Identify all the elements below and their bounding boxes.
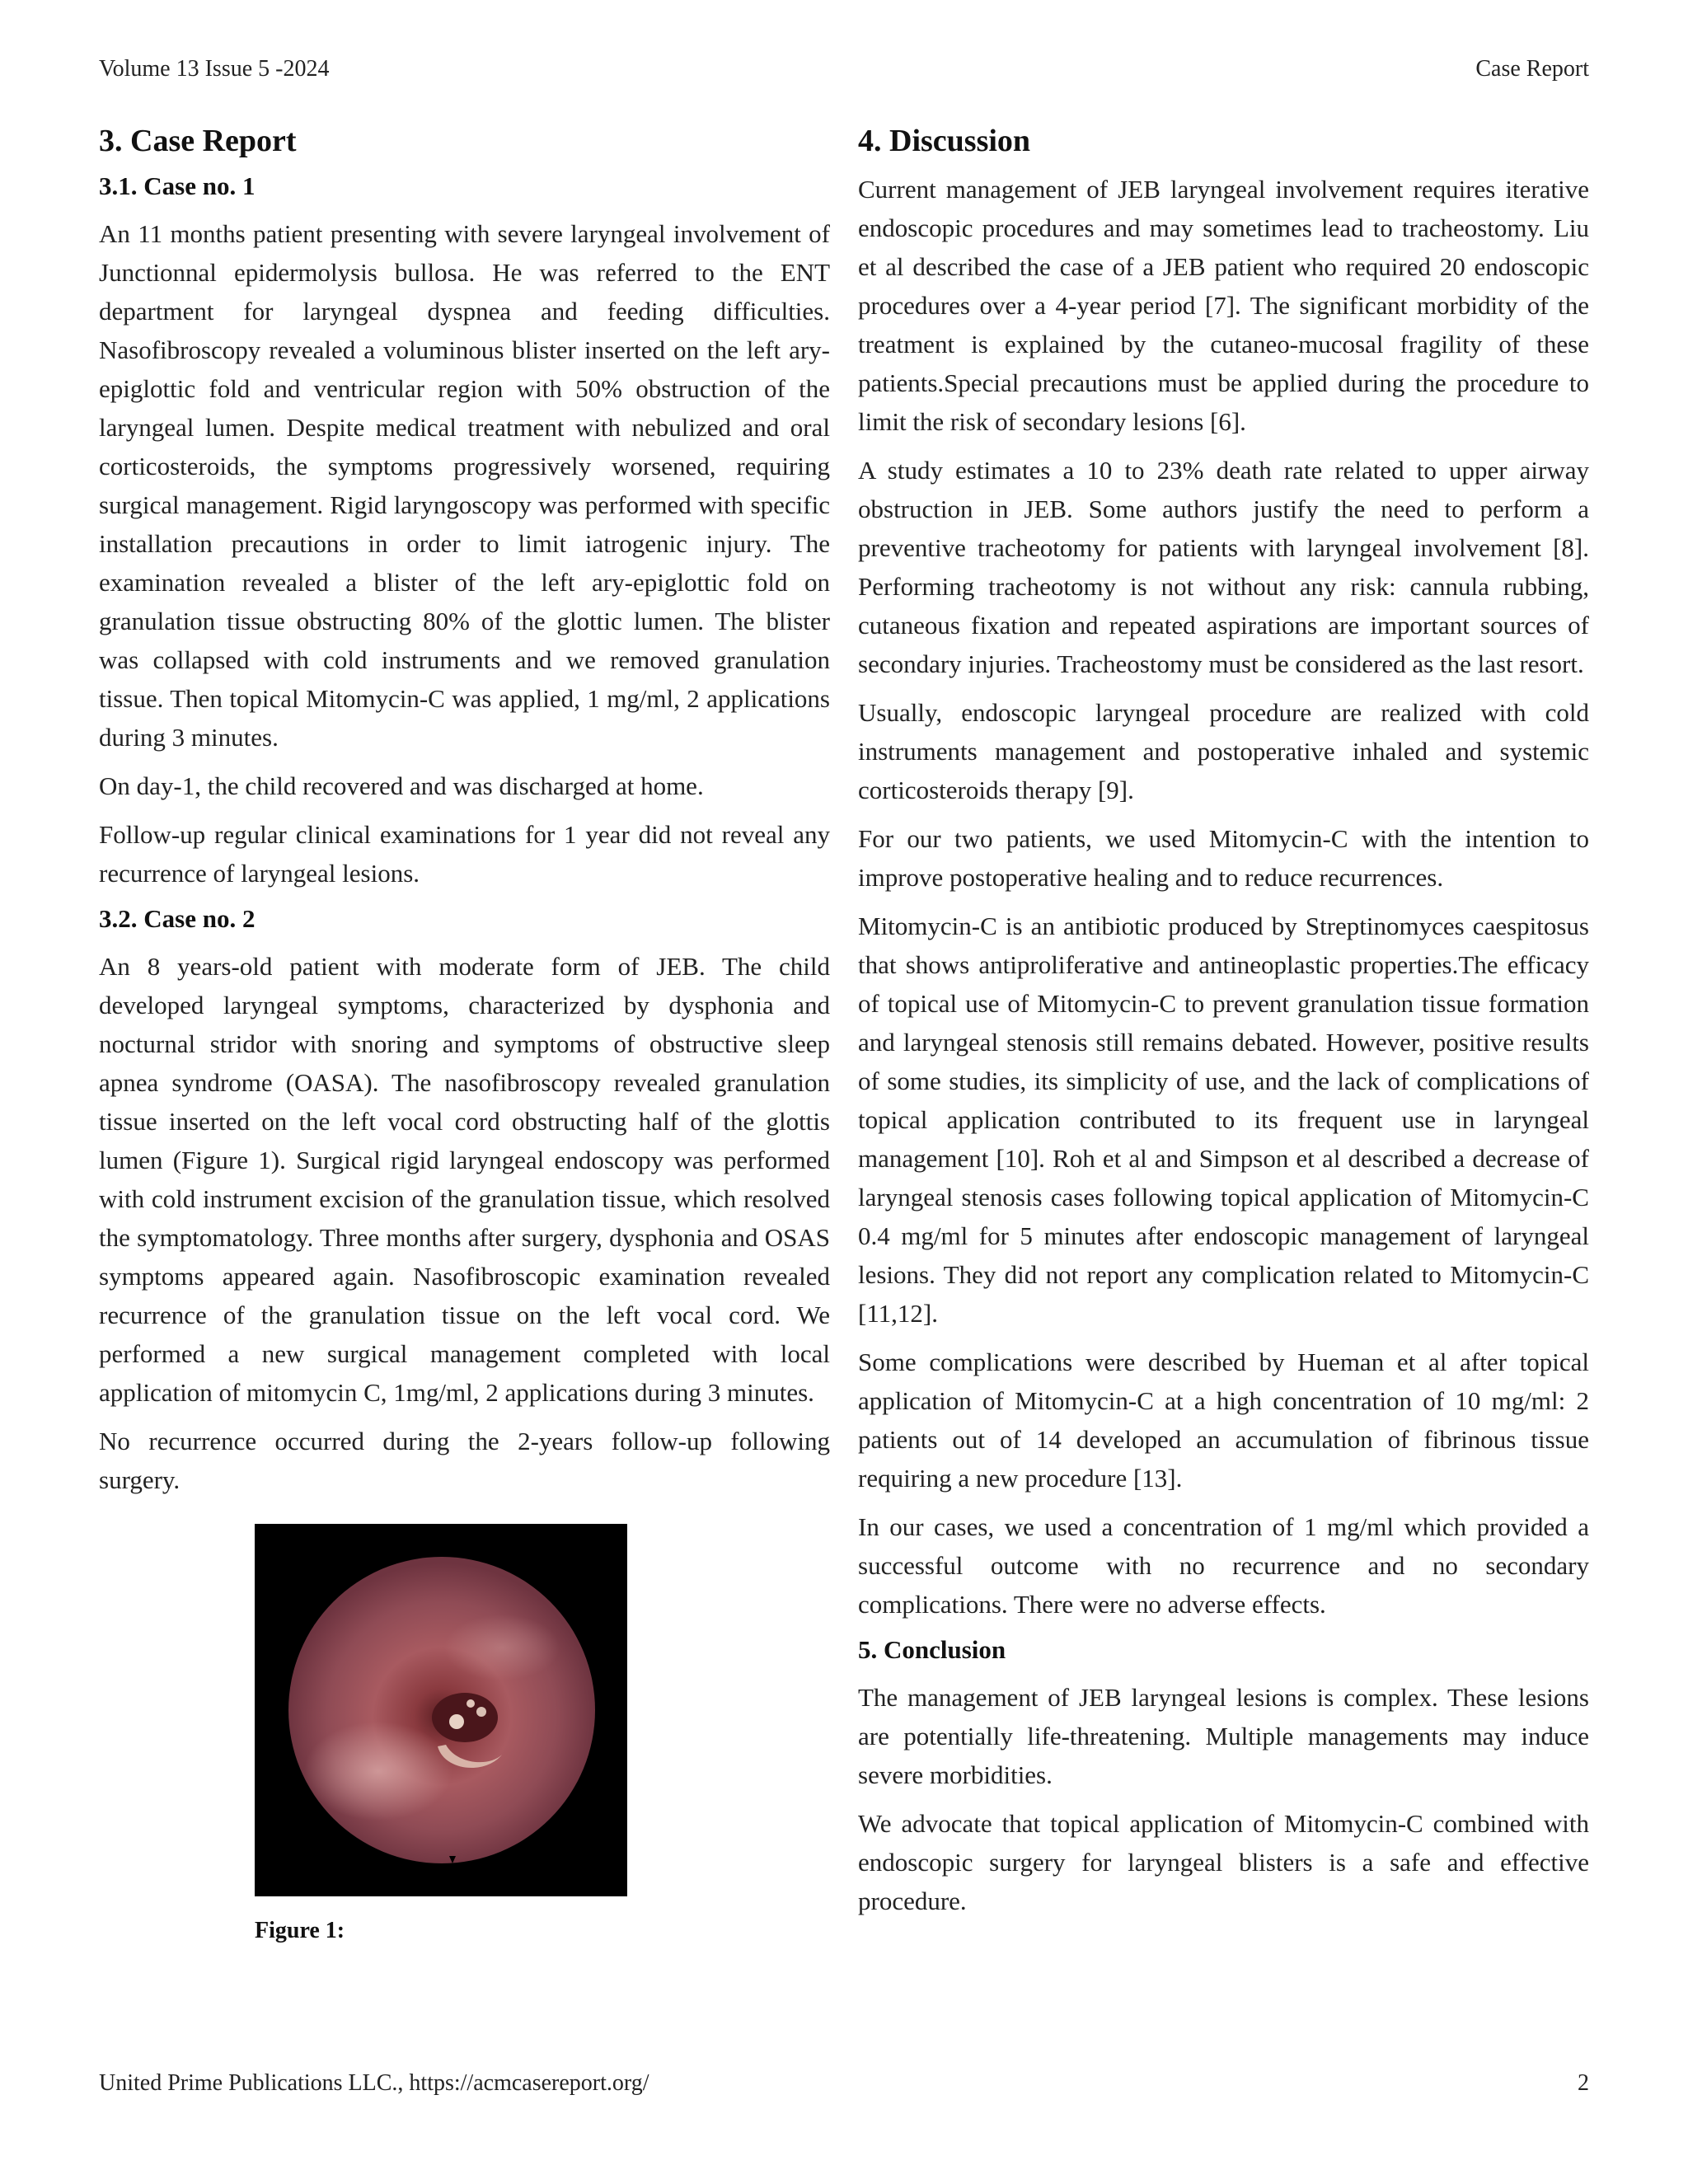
running-header xyxy=(99,54,1589,84)
endoscopy-image xyxy=(255,1524,627,1896)
page-number: 2 xyxy=(1578,2070,1589,2096)
volume-issue: Volume 13 Issue 5 -2024 xyxy=(99,56,330,82)
section-title-case-report: 3. Case Report xyxy=(99,124,297,158)
section-title-discussion: 4. Discussion xyxy=(858,124,1031,158)
page-footer xyxy=(99,2069,1589,2098)
paragraph: An 11 months patient presenting with severe laryngeal involvement of Junctionnal epidermolysis bullosa. He was referred to the ENT department for laryngeal dyspnea and feeding difficulties. Nasofibroscopy revealed a voluminous blister inserted on the left ary-epiglottic fold and ventricular region with 50% obstruction of the laryngeal lumen. Despite medical treatment with nebulized and oral corticosteroids, the symptoms progressively worsened, requiring surgical management. Rigid laryngoscopy was performed with specific installation precautions in order to limit iatrogenic injury. The examination revealed a blister of the left ary-epiglottic fold on granulation tissue obstructing 80% of the glottic lumen. The blister was collapsed with cold instruments and we removed granulation tissue. Then topical Mitomycin-C was applied, 1 mg/ml, 2 applications during 3 minutes. xyxy=(99,219,830,752)
paragraph: An 8 years-old patient with moderate form of JEB. The child developed laryngeal symptoms, characterized by dysphonia and nocturnal stridor with snoring and symptoms of obstructive sleep apnea syndrome (OASA). The nasofibroscopy revealed granulation tissue inserted on the left vocal cord obstructing half of the glottis lumen (Figure 1). Surgical rigid laryngeal endoscopy was performed with cold instrument excision of the granulation tissue, which resolved the symptomatology. Three months after surgery, dysphonia and OSAS symptoms appeared again. Nasofibroscopic examination revealed recurrence of the granulation tissue on the left vocal cord. We performed a new surgical management completed with local application of mitomycin C, 1mg/ml, 2 applications during 3 minutes. xyxy=(99,952,830,1407)
right-column xyxy=(858,122,1589,1930)
endoscopy-illustration xyxy=(255,1524,627,1896)
paragraph: A study estimates a 10 to 23% death rate related to upper airway obstruction in JEB. Some authors justify the need to perform a preventive tracheotomy for patients with laryngeal involvement [8]. Performing tracheotomy is not without any risk: cannula rubbing, cutaneous fixation and repeated aspirations are important sources of secondary injuries. Tracheostomy must be considered as the last resort. xyxy=(858,456,1589,678)
subsection-title-case-1: 3.1. Case no. 1 xyxy=(99,171,256,200)
publisher-line: United Prime Publications LLC., https://acmcasereport.org/ xyxy=(99,2070,649,2096)
paragraph: In our cases, we used a concentration of 1 mg/ml which provided a successful outcome with no recurrence and no secondary complications. There were no adverse effects. xyxy=(858,1512,1589,1619)
paragraph: On day-1, the child recovered and was discharged at home. xyxy=(99,771,704,800)
paragraph: The management of JEB laryngeal lesions is complex. These lesions are potentially life-threatening. Multiple managements may induce severe morbidities. xyxy=(858,1683,1589,1789)
figure-1 xyxy=(255,1524,627,1946)
subsection-title-conclusion: 5. Conclusion xyxy=(858,1635,1006,1664)
paragraph: For our two patients, we used Mitomycin-C with the intention to improve postoperative healing and to reduce recurrences. xyxy=(858,824,1589,892)
figure-caption: Figure 1: xyxy=(255,1918,345,1943)
paragraph: Mitomycin-C is an antibiotic produced by Streptinomyces caespitosus that shows antiproliferative and antineoplastic properties.The efficacy of topical use of Mitomycin-C to prevent granulation tissue formation and laryngeal stenosis still remains debated. However, positive results of some studies, its simplicity of use, and the lack of complications of topical application contributed to its frequent use in laryngeal management [10]. Roh et al and Simpson et al described a decrease of laryngeal stenosis cases following topical application of Mitomycin-C 0.4 mg/ml for 5 minutes after endoscopic management of laryngeal lesions. They did not report any complication related to Mitomycin-C [11,12]. xyxy=(858,912,1589,1328)
subsection-title-case-2: 3.2. Case no. 2 xyxy=(99,904,256,933)
paragraph: Follow-up regular clinical examinations for 1 year did not reveal any recurrence of laryngeal lesions. xyxy=(99,820,830,888)
article-type: Case Report xyxy=(1475,56,1589,82)
left-column xyxy=(99,122,830,1946)
paragraph: Usually, endoscopic laryngeal procedure are realized with cold instruments management and postoperative inhaled and systemic corticosteroids therapy [9]. xyxy=(858,698,1589,804)
paragraph: Current management of JEB laryngeal involvement requires iterative endoscopic procedures and may sometimes lead to tracheostomy. Liu et al described the case of a JEB patient who required 20 endoscopic procedures over a 4-year period [7]. The significant morbidity of the treatment is explained by the cutaneo-mucosal fragility of these patients.Special precautions must be applied during the procedure to limit the risk of secondary lesions [6]. xyxy=(858,175,1589,436)
paragraph: No recurrence occurred during the 2-years follow-up following surgery. xyxy=(99,1427,830,1494)
paragraph: Some complications were described by Hueman et al after topical application of Mitomycin-C at a high concentration of 10 mg/ml: 2 patients out of 14 developed an accumulation of fibrinous tissue requiring a new procedure [13]. xyxy=(858,1347,1589,1493)
paragraph: We advocate that topical application of Mitomycin-C combined with endoscopic surgery for laryngeal blisters is a safe and effective procedure. xyxy=(858,1809,1589,1915)
